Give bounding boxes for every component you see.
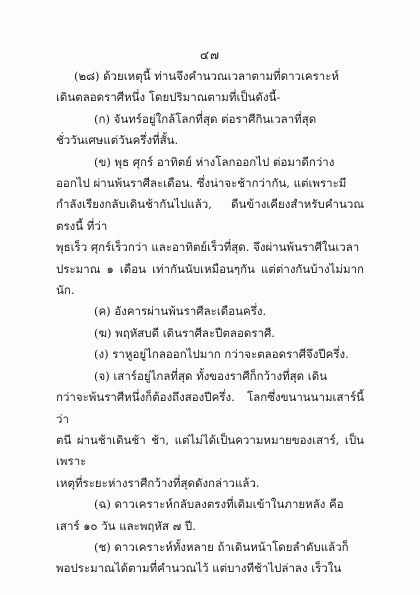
text-line: กว่าจะพ้นราศีหนึ่งก็ต้องถึงสองปีครึ่ง. โลกซึ่งขนานนามเสาร์นี้ว่า [56,390,364,426]
text-line: เสาร์ ๑๐ วัน และพฤหัส ๗ ปี. [56,518,196,533]
text-line: (ช) ดาวเคราะห์ทั้งหลาย ถ้าเดินหน้าโดยลำดับแล้วก็ [94,539,349,554]
text-line: พอประมาณได้ตามที่คำนวณไว้ แต่บางทีช้าไปล่าลง เร็วใน [56,561,342,576]
text-line: กำลังเรียงกลับเดินช้ากันไปแล้ว, ดีนข้างเคียงสำหรับคำนวณตรงนี้ ที่ว่า [56,197,364,233]
text-line: พุธเร็ว ศุกร์เร็วกว่า และอาทิตย์เร็วที่สุด. จึงผ่านพ้นราศีในเวลา [56,240,360,255]
text-line: (๒๘) ด้วยเหตุนี้ ท่านจึงคำนวณเวลาตามที่ดาวเคราะห์ [74,69,340,83]
text-line: เหตุที่ระยะห่างราศีกว้างที่สุดดังกล่าวแล้ว. [56,475,260,490]
text-line: (จ) เสาร์อยู่ไกลที่สุด ทั้งของราศีก็กว้างที่สุด เดิน [94,368,328,383]
text-line: (ฉ) ดาวเคราะห์กลับลงตรงที่เดิมเข้าในภายหลัง คือ [94,497,344,512]
page-number: ๔๗ [199,48,221,62]
text-line: ชั่ววันเศษแต่วันครึ่งที่สั้น. [56,133,179,148]
text-line: (ก) จันทร์อยู่ใกล้โลกที่สุด ต่อราศีกินเวลาที่สุด [94,111,317,126]
text-line: ตนี ผ่านช้าเดินช้า ช้า, แต่ไม่ได้เป็นความหมายของเสาร์, เป็นเพราะ [56,432,364,469]
text-line: (ค) อังคารผ่านพ้นราศีละเดือนครึ่ง. [94,304,267,319]
text-line: (ข) พุธ ศุกร์ อาทิตย์ ห่างโลกออกไป ต่อมาดีกว่าง [94,154,335,169]
body-text [56,66,364,580]
text-line: (ฆ) พฤหัสบดี เดินราศีละปีตลอดราศี. [94,325,275,340]
text-line: (ง) ราหูอยู่ไกลออกไปมาก กว่าจะตลอดราศีจึงปีครึ่ง. [94,347,349,362]
text-line: เดินตลอดราศีหนึ่ง โดยปริมาณตามที่เป็นดังนี้- [56,90,281,105]
text-line: ออกไป ผ่านพ้นราศีละเดือน. ซึ่งน่าจะช้ากว่ากัน, แต่เพราะมี [56,176,347,191]
text-line: ประมาณ ๑ เดือน เท่ากันนับเหมือนๆกัน แต่ต่างกันบ้างไม่มากนัก. [56,261,364,298]
